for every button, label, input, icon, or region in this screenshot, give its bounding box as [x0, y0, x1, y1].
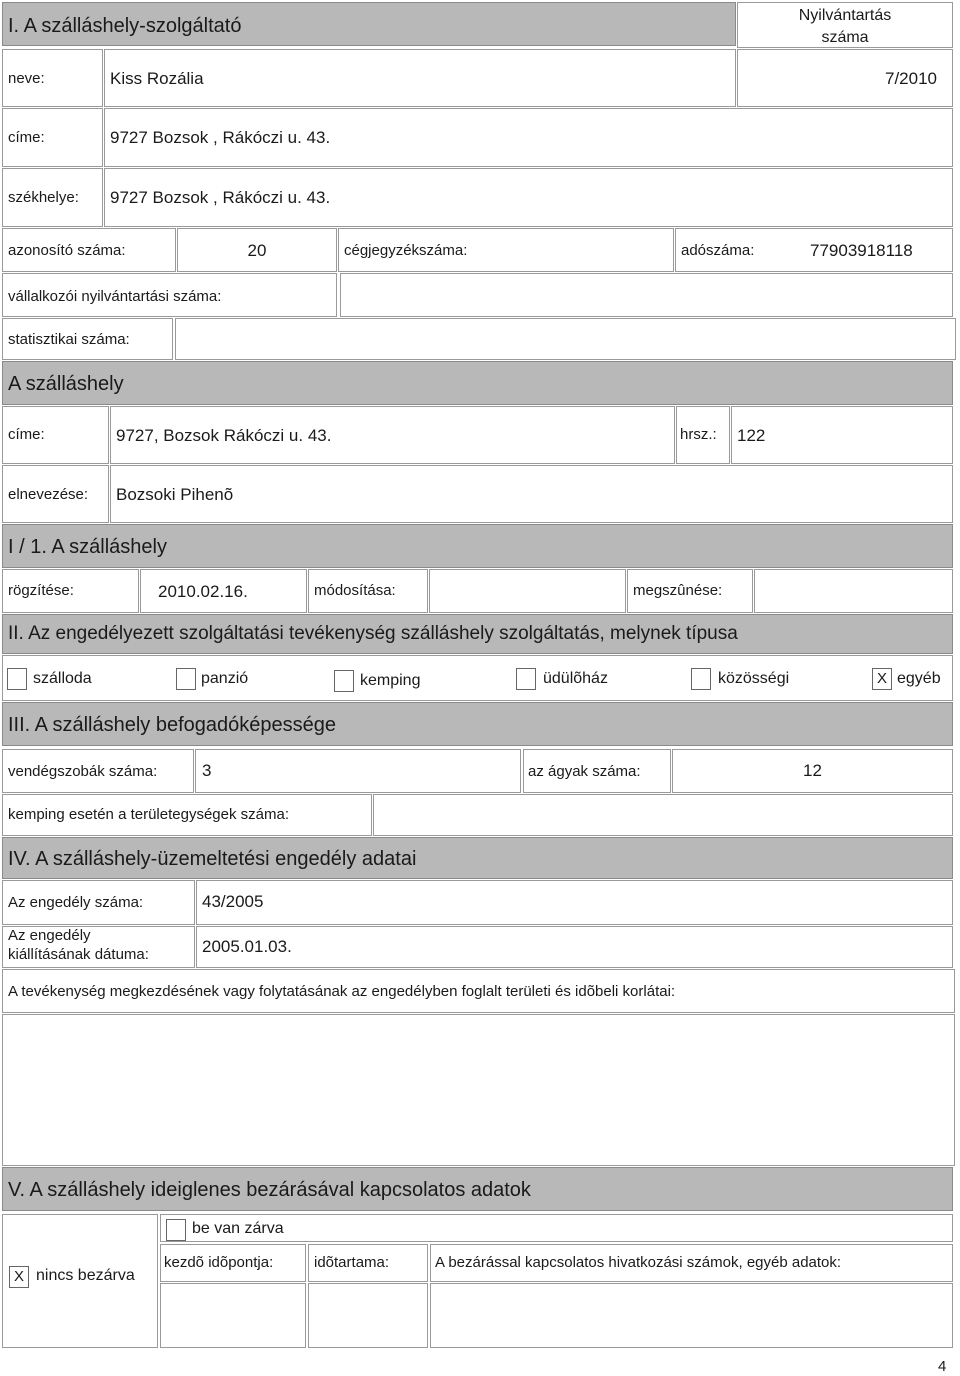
restrictions-field[interactable]: [2, 1014, 955, 1166]
rooms-value: 3: [202, 761, 212, 780]
type-checkbox-holiday-house[interactable]: [516, 668, 536, 690]
permit-date-value: 2005.01.03.: [202, 937, 292, 956]
closed-label: be van zárva: [192, 1220, 284, 1237]
closed-checkbox[interactable]: [166, 1219, 186, 1241]
section-title-service: II. Az engedélyezett szolgáltatási tevékenység szálláshely szolgáltatás, melynek típusa: [8, 623, 738, 644]
beds-value: 12: [803, 761, 822, 780]
permit-date-field[interactable]: [196, 926, 953, 968]
type-label-community: közösségi: [718, 670, 790, 687]
section-header-accommodation: [2, 361, 953, 405]
registration-label-line2: száma: [821, 29, 869, 46]
permit-number-value: 43/2005: [202, 892, 264, 911]
company-reg-label: cégjegyzékszáma:: [344, 242, 468, 259]
closure-start-label: kezdõ idõpontja:: [164, 1254, 274, 1271]
type-checkbox-hotel[interactable]: [7, 668, 27, 690]
beds-label: az ágyak száma:: [528, 763, 641, 780]
page-number: 4: [938, 1358, 947, 1375]
closure-refs-label: A bezárással kapcsolatos hivatkozási számok, egyéb adatok:: [435, 1254, 842, 1271]
registration-label-line1: Nyilvántartás: [798, 7, 892, 24]
ended-field[interactable]: [754, 569, 953, 613]
section-title-provider: I. A szálláshely-szolgáltató: [8, 15, 242, 37]
recorded-value: 2010.02.16.: [158, 582, 248, 601]
type-label-other: egyéb: [897, 670, 941, 687]
lot-label: hrsz.:: [680, 426, 717, 443]
lot-value: 122: [737, 426, 766, 445]
not-closed-label: nincs bezárva: [36, 1267, 135, 1284]
closure-start-field[interactable]: [160, 1283, 306, 1348]
camping-units-label: kemping esetén a területegységek száma:: [8, 806, 289, 823]
restrictions-label: A tevékenység megkezdésének vagy folytatásának az engedélyben foglalt területi és idõbeli korlátai:: [8, 983, 676, 1000]
section-title-accommodation: A szálláshely: [8, 373, 124, 395]
ended-label: megszûnése:: [633, 582, 723, 599]
rooms-field[interactable]: [195, 749, 521, 793]
tax-number-value: 77903918118: [810, 241, 913, 260]
type-label-camping: kemping: [360, 672, 421, 689]
rooms-label: vendégszobák száma:: [8, 763, 158, 780]
stat-field[interactable]: [175, 318, 956, 360]
acc-name-field[interactable]: [110, 465, 953, 523]
provider-id-label: azonosító száma:: [8, 242, 126, 259]
provider-seat-value: 9727 Bozsok , Rákóczi u. 43.: [110, 188, 331, 207]
acc-name-value: Bozsoki Pihenõ: [116, 485, 234, 504]
type-checkbox-community[interactable]: [691, 668, 711, 690]
acc-address-value: 9727, Bozsok Rákóczi u. 43.: [116, 426, 332, 445]
acc-address-label: címe:: [8, 426, 45, 443]
tax-number-label: adószáma:: [681, 242, 755, 259]
closure-duration-field[interactable]: [308, 1283, 428, 1348]
closure-duration-label: idõtartama:: [314, 1254, 390, 1271]
provider-address-value: 9727 Bozsok , Rákóczi u. 43.: [110, 128, 331, 147]
type-checkbox-camping[interactable]: [334, 670, 354, 692]
type-label-holiday-house: üdülõház: [543, 670, 608, 687]
type-checkbox-other[interactable]: X: [872, 668, 892, 690]
registration-number-value: 7/2010: [885, 69, 937, 88]
camping-units-field[interactable]: [373, 794, 953, 836]
stat-label: statisztikai száma:: [8, 331, 130, 348]
entrepreneur-field[interactable]: [340, 273, 953, 317]
section-title-record: I / 1. A szálláshely: [8, 536, 167, 558]
type-label-hotel: szálloda: [33, 670, 92, 687]
provider-id-value: 20: [247, 241, 267, 260]
modified-label: módosítása:: [314, 582, 396, 599]
provider-address-label: címe:: [8, 129, 45, 146]
permit-date-label-line2: kiállításának dátuma:: [8, 946, 149, 963]
recorded-label: rögzítése:: [8, 582, 74, 599]
provider-seat-label: székhelye:: [8, 189, 79, 206]
not-closed-checkbox[interactable]: X: [9, 1266, 29, 1288]
modified-field[interactable]: [429, 569, 626, 613]
section-title-capacity: III. A szálláshely befogadóképessége: [8, 714, 337, 736]
entrepreneur-label: vállalkozói nyilvántartási száma:: [8, 288, 222, 305]
service-type-row: [2, 655, 953, 701]
acc-name-label: elnevezése:: [8, 486, 89, 503]
permit-number-label: Az engedély száma:: [8, 894, 144, 911]
section-title-closure: V. A szálláshely ideiglenes bezárásával kapcsolatos adatok: [8, 1179, 531, 1201]
provider-name-label: neve:: [8, 70, 45, 87]
permit-number-field[interactable]: [196, 880, 953, 925]
type-label-pension: panzió: [201, 670, 249, 687]
permit-date-label-line1: Az engedély: [8, 927, 91, 944]
type-checkbox-pension[interactable]: [176, 668, 196, 690]
provider-name-value: Kiss Rozália: [110, 69, 204, 88]
section-title-permit: IV. A szálláshely-üzemeltetési engedély adatai: [8, 848, 417, 870]
closure-refs-field[interactable]: [430, 1283, 953, 1348]
